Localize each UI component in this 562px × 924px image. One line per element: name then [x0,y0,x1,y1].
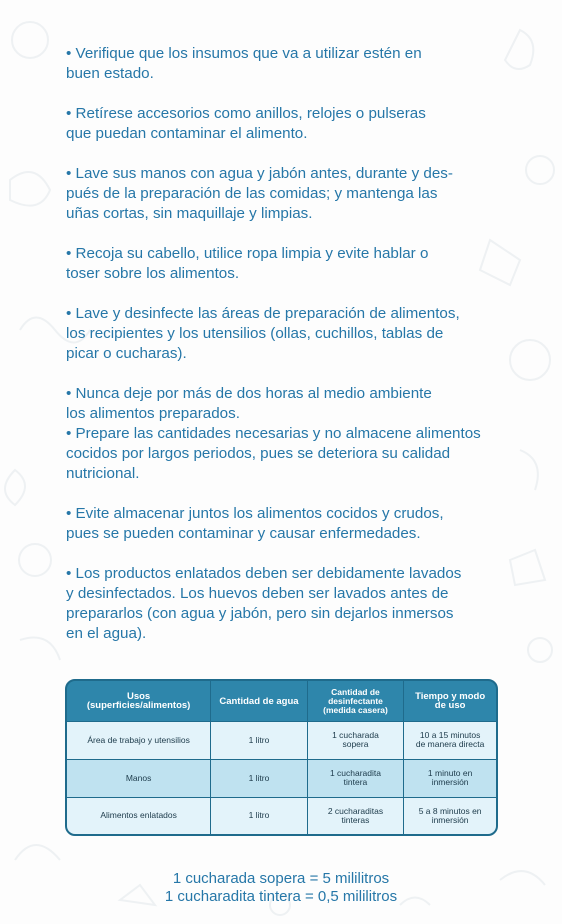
header-line: desinfectante [328,695,383,706]
cell-line: 1 minuto en [427,768,473,779]
tip-line: • Lave y desinfecte las áreas de preparación de alimentos, [66,305,460,322]
table-row [67,759,496,797]
table-cell [307,722,404,760]
table-row [67,797,496,834]
tip-line: • Retírese accesorios como anillos, relojes o pulseras [66,105,426,122]
table-cell [67,797,211,834]
measurement-equivalence-note [0,870,562,906]
header-line: (medida casera) [323,704,388,715]
tip-line: que puedan contaminar el alimento. [66,125,308,142]
cell-line: 1 litro [248,734,270,745]
tip-line: pues se pueden contaminar y causar enfermedades. [66,525,421,542]
tip-paragraph [66,304,506,364]
tip-line: • Recoja su cabello, utilice ropa limpia y evite hablar o [66,245,429,262]
cell-line: tinteras [341,814,370,825]
table-cell [307,759,404,797]
header-line: de uso [434,700,466,711]
header-cantidad-agua [211,681,308,722]
cell-line: 1 cucharadita [329,768,381,779]
tip-line: • Los productos enlatados deben ser debidamente lavados [66,565,462,582]
tip-paragraph [66,104,506,144]
table-cell [67,722,211,760]
cell-line: Manos [125,772,152,783]
header-line: Tiempo y modo [415,691,486,702]
cell-line: 2 cucharaditas [327,805,384,816]
cell-line: inmersión [431,814,469,825]
tip-line: los recipientes y los utensilios (ollas, cuchillos, tablas de [66,325,444,342]
tip-paragraph [66,164,506,224]
table-cell [404,797,496,834]
cell-line: Área de trabajo y utensilios [87,734,190,745]
tip-line: los alimentos preparados. [66,405,240,422]
table-header-row [67,681,496,722]
table-row [67,722,496,760]
header-tiempo-modo [404,681,496,722]
table-cell [404,722,496,760]
cell-line: 10 a 15 minutos [419,730,481,741]
table-cell [211,759,308,797]
header-line: Usos [126,691,151,702]
tip-line: en el agua). [66,625,147,642]
tip-line: • Verifique que los insumos que va a utilizar estén en [66,45,422,62]
tip-line: cocidos por largos periodos, pues se deteriora su calidad [66,445,451,462]
table-cell [67,759,211,797]
header-line: (superficies/alimentos) [86,700,191,711]
tip-line: • Lave sus manos con agua y jabón antes, durante y des- [66,165,453,182]
tip-paragraph [66,564,506,644]
header-line: Cantidad de [331,686,380,697]
header-line: Cantidad de agua [219,695,299,707]
tip-line: picar o cucharas). [66,345,187,362]
disinfection-table [65,679,498,836]
table-cell [211,722,308,760]
equivalence-line: 1 cucharada sopera = 5 mililitros [172,870,390,887]
cell-line: Alimentos enlatados [100,810,177,821]
cell-line: 1 cucharada [332,730,379,741]
tip-paragraph [66,244,506,284]
cell-line: de manera directa [415,739,485,750]
equivalence-line: 1 cucharadita tintera = 0,5 mililitros [164,888,398,905]
tip-line: uñas cortas, sin maquillaje y limpias. [66,205,313,222]
tip-paragraph [66,504,506,544]
tip-line: • Nunca deje por más de dos horas al medio ambiente [66,385,432,402]
table-cell [307,797,404,834]
tip-line: • Evite almacenar juntos los alimentos cocidos y crudos, [66,505,444,522]
tip-line: toser sobre los alimentos. [66,265,240,282]
tip-line: pués de la preparación de las comidas; y mantenga las [66,185,438,202]
tip-paragraph [66,384,506,484]
tip-line: buen estado. [66,65,154,82]
cell-line: 1 litro [248,772,270,783]
cell-line: inmersión [431,777,469,788]
cell-line: 1 litro [248,810,270,821]
cell-line: 5 a 8 minutos en [418,805,482,816]
table-cell [404,759,496,797]
disinfection-table-grid [67,681,496,834]
cell-line: tintera [343,777,368,788]
tip-paragraph [66,44,506,84]
cell-line: sopera [342,739,369,750]
table-cell [211,797,308,834]
tip-line: • Prepare las cantidades necesarias y no almacene alimentos [66,425,481,442]
tip-line: y desinfectados. Los huevos deben ser lavados antes de [66,585,449,602]
header-cantidad-desinfectante [307,681,404,722]
tip-line: nutricional. [66,465,140,482]
tip-line: prepararlos (con agua y jabón, pero sin dejarlos inmersos [66,605,454,622]
header-usos [67,681,211,722]
